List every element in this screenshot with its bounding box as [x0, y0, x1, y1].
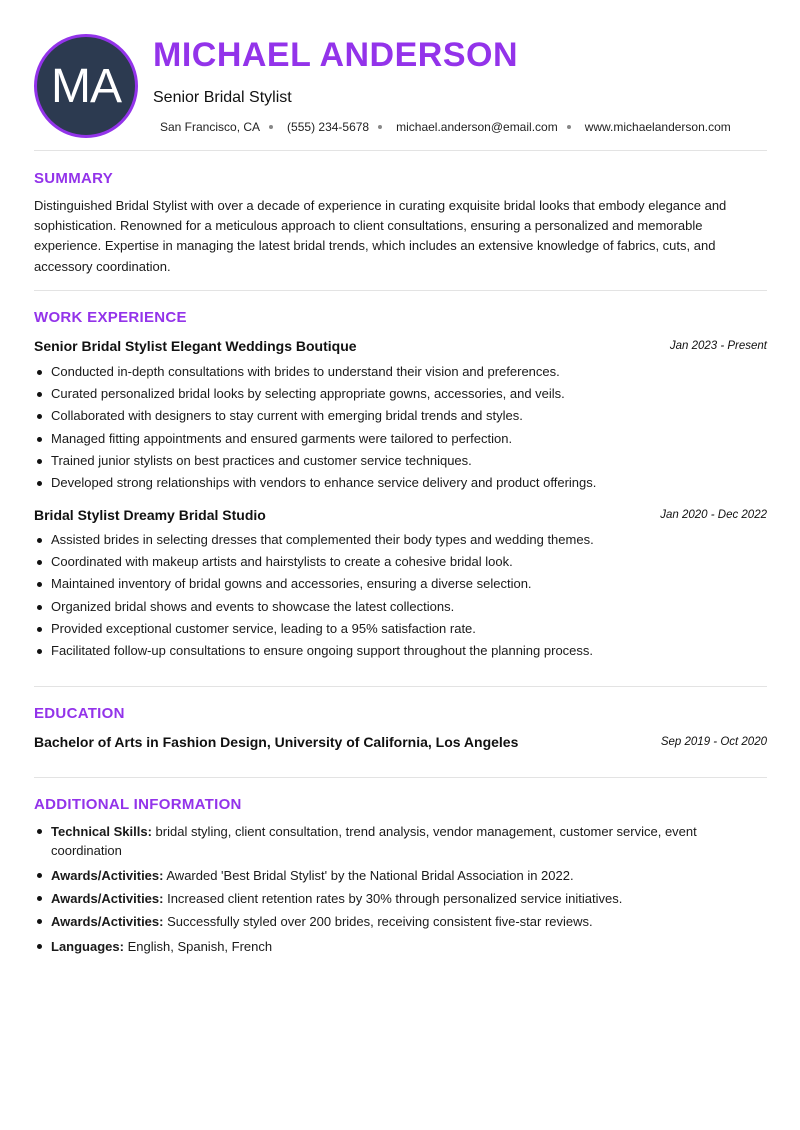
list-item: Collaborated with designers to stay current with emerging bridal trends and styles. — [34, 405, 767, 427]
contact-row — [160, 120, 731, 134]
job-header — [34, 507, 767, 527]
info-label: Awards/Activities: — [51, 868, 164, 883]
candidate-title: Senior Bridal Stylist — [153, 89, 292, 106]
job-role: Bridal Stylist Dreamy Bridal Studio — [34, 507, 266, 523]
list-item: Provided exceptional customer service, leading to a 95% satisfaction rate. — [34, 618, 767, 640]
contact-email[interactable]: michael.anderson@email.com — [396, 120, 558, 134]
education-entry — [34, 734, 767, 754]
list-item: Coordinated with makeup artists and hairstylists to create a cohesive bridal look. — [34, 551, 767, 573]
list-item: Conducted in-depth consultations with brides to understand their vision and preferences. — [34, 361, 767, 383]
contact-phone: (555) 234-5678 — [287, 120, 370, 134]
list-item — [34, 937, 767, 956]
list-item — [34, 889, 767, 908]
job-header — [34, 338, 767, 358]
education-heading: EDUCATION — [34, 705, 125, 722]
list-item: Assisted brides in selecting dresses that complemented their body types and wedding themes. — [34, 529, 767, 551]
job-role: Senior Bridal Stylist Elegant Weddings Boutique — [34, 338, 357, 354]
list-item: Managed fitting appointments and ensured garments were tailored to perfection. — [34, 428, 767, 450]
additional-info-list — [34, 822, 767, 956]
divider — [34, 777, 767, 778]
list-item: Trained junior stylists on best practices and customer service techniques. — [34, 450, 767, 472]
contact-separator-dot — [269, 125, 273, 129]
summary-heading: SUMMARY — [34, 170, 114, 187]
avatar-initials: MA — [51, 59, 121, 113]
additional-info-heading: ADDITIONAL INFORMATION — [34, 796, 242, 813]
divider — [34, 290, 767, 291]
job-bullets — [34, 361, 767, 494]
candidate-name: MICHAEL ANDERSON — [153, 36, 519, 74]
info-label: Technical Skills: — [51, 824, 152, 839]
list-item: Organized bridal shows and events to showcase the latest collections. — [34, 596, 767, 618]
education-dates: Sep 2019 - Oct 2020 — [660, 736, 767, 748]
job-bullets — [34, 529, 767, 662]
divider — [34, 686, 767, 687]
work-experience-heading: WORK EXPERIENCE — [34, 309, 187, 326]
info-label: Awards/Activities: — [51, 914, 164, 929]
info-label: Languages: — [51, 939, 124, 954]
contact-separator-dot — [378, 125, 382, 129]
job-dates: Jan 2020 - Dec 2022 — [660, 509, 767, 521]
list-item: Developed strong relationships with vendors to enhance service delivery and product offerings. — [34, 472, 767, 494]
job-dates: Jan 2023 - Present — [669, 340, 767, 352]
list-item — [34, 912, 767, 931]
list-item — [34, 822, 767, 860]
list-item — [34, 866, 767, 885]
summary-text: Distinguished Bridal Stylist with over a decade of experience in curating exquisite bridal looks that embody elegance and sophistication. Renowned for a meticulous approach to client consultations, ensuring a personalized and memorable experience. Expertise in managing the latest bridal trends, which includes an extensive knowledge of fabrics, cuts, and accessory coordination. — [34, 198, 727, 274]
list-item: Facilitated follow-up consultations to ensure ongoing support throughout the planning process. — [34, 640, 767, 662]
info-text: Increased client retention rates by 30% through personalized service initiatives. — [163, 891, 623, 906]
contact-website[interactable]: www.michaelanderson.com — [584, 120, 731, 134]
info-text: Successfully styled over 200 brides, receiving consistent five-star reviews. — [163, 914, 593, 929]
list-item: Curated personalized bridal looks by selecting appropriate gowns, accessories, and veils. — [34, 383, 767, 405]
info-text: bridal styling, client consultation, trend analysis, vendor management, customer service, event coordination — [51, 824, 697, 858]
contact-separator-dot — [567, 125, 571, 129]
divider — [34, 150, 767, 151]
avatar — [34, 34, 138, 138]
education-degree: Bachelor of Arts in Fashion Design, University of California, Los Angeles — [34, 734, 519, 750]
info-text: Awarded 'Best Bridal Stylist' by the National Bridal Association in 2022. — [163, 868, 574, 883]
info-text: English, Spanish, French — [123, 939, 273, 954]
contact-location: San Francisco, CA — [160, 120, 261, 134]
info-label: Awards/Activities: — [51, 891, 164, 906]
list-item: Maintained inventory of bridal gowns and accessories, ensuring a diverse selection. — [34, 573, 767, 595]
